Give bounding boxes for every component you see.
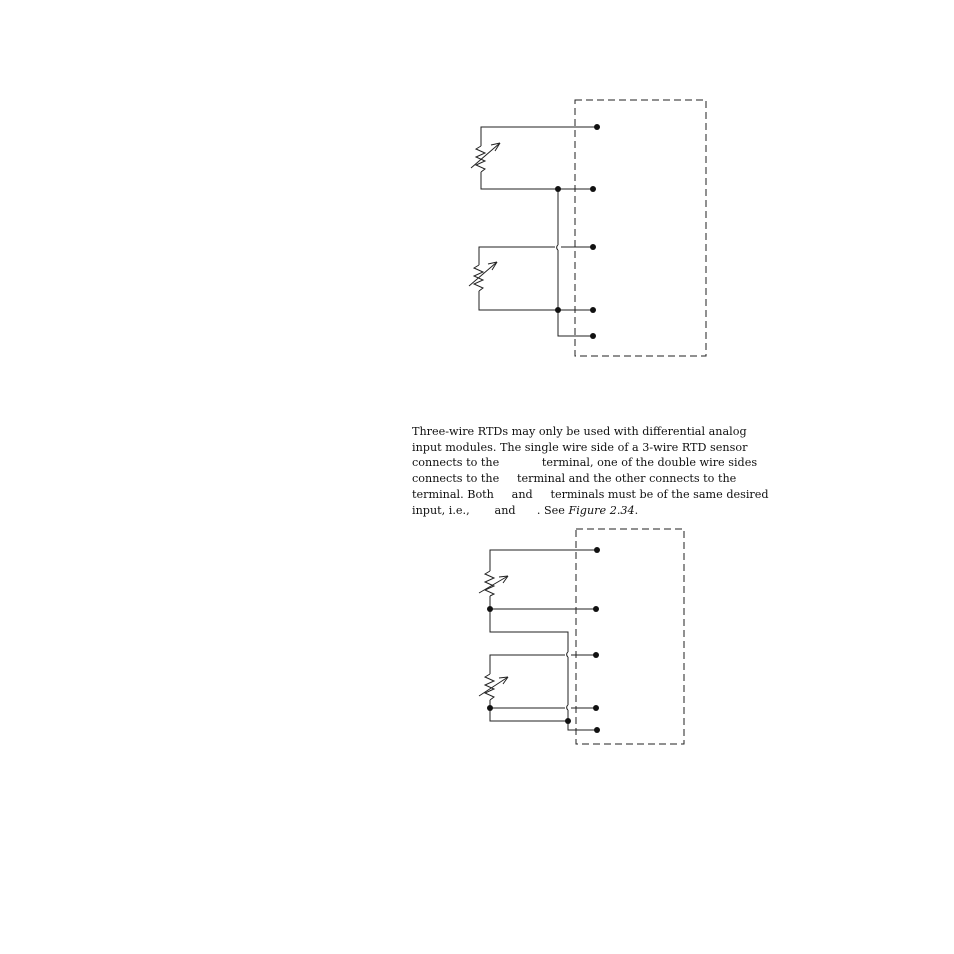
rtd1-lead-top	[490, 550, 597, 571]
paragraph-line: Three-wire RTDs may only be used with differential analog	[412, 425, 747, 438]
junction-dot	[555, 186, 561, 192]
rtd2-lead-bottom	[479, 291, 593, 310]
terminal-dot-icon	[590, 244, 596, 250]
module-outline-top	[575, 100, 706, 356]
wire-crossover-icon	[567, 705, 568, 710]
terminal-dot-icon	[590, 333, 596, 339]
rtd1-return	[490, 609, 568, 652]
junction-dot	[555, 307, 561, 313]
terminal-dots-bottom	[487, 547, 600, 733]
rtd1-lead-bottom	[490, 596, 596, 609]
wire-crossover-icon	[557, 245, 558, 250]
terminal-dot-icon	[593, 705, 599, 711]
rtd2-lead-top	[479, 247, 555, 265]
arrow-icon	[469, 262, 497, 286]
junction-dot	[565, 718, 571, 724]
rtd-description-paragraph	[412, 424, 772, 518]
terminal-dot-icon	[593, 606, 599, 612]
figure-reference: Figure 2.34	[568, 503, 635, 517]
diagram-top	[469, 100, 706, 356]
terminal-dot-icon	[594, 727, 600, 733]
paragraph-line-last: input, i.e., and . See Figure 2.34.	[412, 503, 639, 517]
diagram-bottom	[479, 529, 684, 744]
arrow-icon	[479, 677, 508, 696]
module-outline-bottom	[576, 529, 684, 744]
terminal-dots-top	[555, 124, 600, 339]
terminal-dot-icon	[593, 652, 599, 658]
wire-crossover-icon	[567, 652, 568, 657]
terminal-dot-icon	[590, 186, 596, 192]
variable-resistor-icon	[476, 146, 485, 172]
junction-dot	[487, 705, 493, 711]
junction-dot	[487, 606, 493, 612]
paragraph-line: connects to the terminal and the other connects to the	[412, 472, 737, 486]
paragraph-line: input modules. The single wire side of a 3-wire RTD sensor	[412, 440, 748, 454]
terminal-dot-icon	[594, 547, 600, 553]
rtd2-lead-top	[490, 655, 565, 674]
rtd1-lead-bottom	[481, 172, 593, 189]
terminal-dot-icon	[590, 307, 596, 313]
variable-resistor-icon	[485, 571, 494, 596]
terminal-dot-icon	[594, 124, 600, 130]
paragraph-line: terminal. Both and terminals must be of the same desired	[412, 487, 769, 501]
rtd2-lead-bottom	[490, 700, 568, 721]
arrow-icon	[471, 143, 500, 168]
paragraph-line: connects to the terminal, one of the double wire sides	[412, 456, 758, 470]
